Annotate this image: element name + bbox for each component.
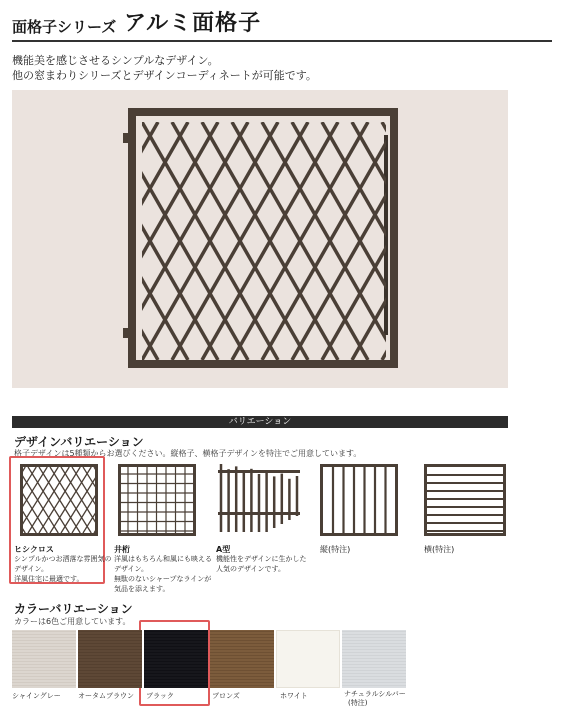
series-label: 面格子シリーズ	[12, 18, 117, 36]
color-name-shine-gray: シャイングレー	[12, 692, 61, 700]
design-thumb-hishicross[interactable]	[20, 464, 98, 536]
product-hero-image	[12, 90, 508, 388]
swatch-fill	[210, 630, 274, 688]
design-thumb-vertical[interactable]	[320, 464, 398, 536]
intro-line-1: 機能美を感じさせるシンプルなデザイン。	[12, 54, 219, 67]
vertical-bars-icon	[320, 464, 398, 536]
design-name-horizontal: 横(特注)	[424, 545, 455, 554]
page-header	[12, 6, 552, 42]
swatch-fill	[144, 630, 208, 688]
hishicross-icon	[20, 464, 98, 536]
design-thumb-horizontal[interactable]	[424, 464, 506, 536]
page-title: アルミ面格子	[124, 11, 262, 36]
color-section-subtitle: カラーは6色ご用意しています。	[14, 617, 131, 626]
swatch-fill	[78, 630, 142, 688]
horizontal-bars-icon	[424, 464, 506, 536]
design-desc-hishicross-3: 洋風住宅に最適です。	[14, 575, 84, 583]
swatch-fill	[12, 630, 76, 688]
design-section-subtitle: 格子デザインは5種類からお選びください。縦格子、横格子デザインを特注でご用意しています。	[14, 449, 362, 458]
design-name-hishicross: ヒシクロス	[14, 545, 54, 554]
color-name-natural-silver-note: (特注)	[348, 699, 368, 707]
swatch-fill	[276, 630, 340, 688]
igeta-grid-icon	[118, 464, 196, 536]
color-name-black: ブラック	[146, 692, 174, 700]
design-desc-a-type-1: 機能性をデザインに生かした	[216, 555, 307, 563]
swatch-fill	[342, 630, 406, 688]
variation-bar: バリエーション	[12, 416, 508, 428]
color-swatch-autumn-brown[interactable]	[78, 630, 142, 688]
design-desc-igeta-2: デザイン。	[114, 565, 148, 573]
design-name-igeta: 井桁	[114, 545, 130, 554]
color-swatch-bronze[interactable]	[210, 630, 274, 688]
design-desc-a-type-2: 人気のデザインです。	[216, 565, 285, 573]
design-desc-hishicross-1: シンプルかつお洒落な雰囲気の	[14, 555, 112, 563]
hero-lattice	[12, 122, 508, 360]
color-name-white: ホワイト	[280, 692, 308, 700]
design-desc-igeta-4: 気品を添えます。	[114, 585, 170, 593]
color-name-natural-silver: ナチュラルシルバー	[344, 690, 406, 698]
color-swatch-black[interactable]	[144, 630, 208, 688]
design-section-title: デザインバリエーション	[14, 435, 144, 449]
design-desc-igeta-1: 洋風はもちろん和風にも映える	[114, 555, 212, 563]
design-thumb-igeta[interactable]	[118, 464, 196, 536]
a-type-fence-icon	[216, 462, 302, 538]
color-swatch-natural-silver[interactable]	[342, 630, 406, 688]
color-name-autumn-brown: オータムブラウン	[78, 692, 134, 700]
design-desc-hishicross-2: デザイン。	[14, 565, 48, 573]
color-section-title: カラーバリエーション	[14, 602, 133, 616]
design-name-vertical: 縦(特注)	[320, 545, 351, 554]
color-swatch-white[interactable]	[276, 630, 340, 688]
design-thumb-a-type[interactable]	[216, 462, 302, 538]
intro-line-2: 他の窓まわりシリーズとデザインコーディネートが可能です。	[12, 69, 317, 82]
design-desc-igeta-3: 無駄のないシャープなラインが	[114, 575, 212, 583]
color-name-bronze: ブロンズ	[212, 692, 240, 700]
lattice-grille-illustration	[12, 90, 508, 388]
color-swatch-shine-gray[interactable]	[12, 630, 76, 688]
design-name-a-type: A型	[216, 545, 231, 554]
